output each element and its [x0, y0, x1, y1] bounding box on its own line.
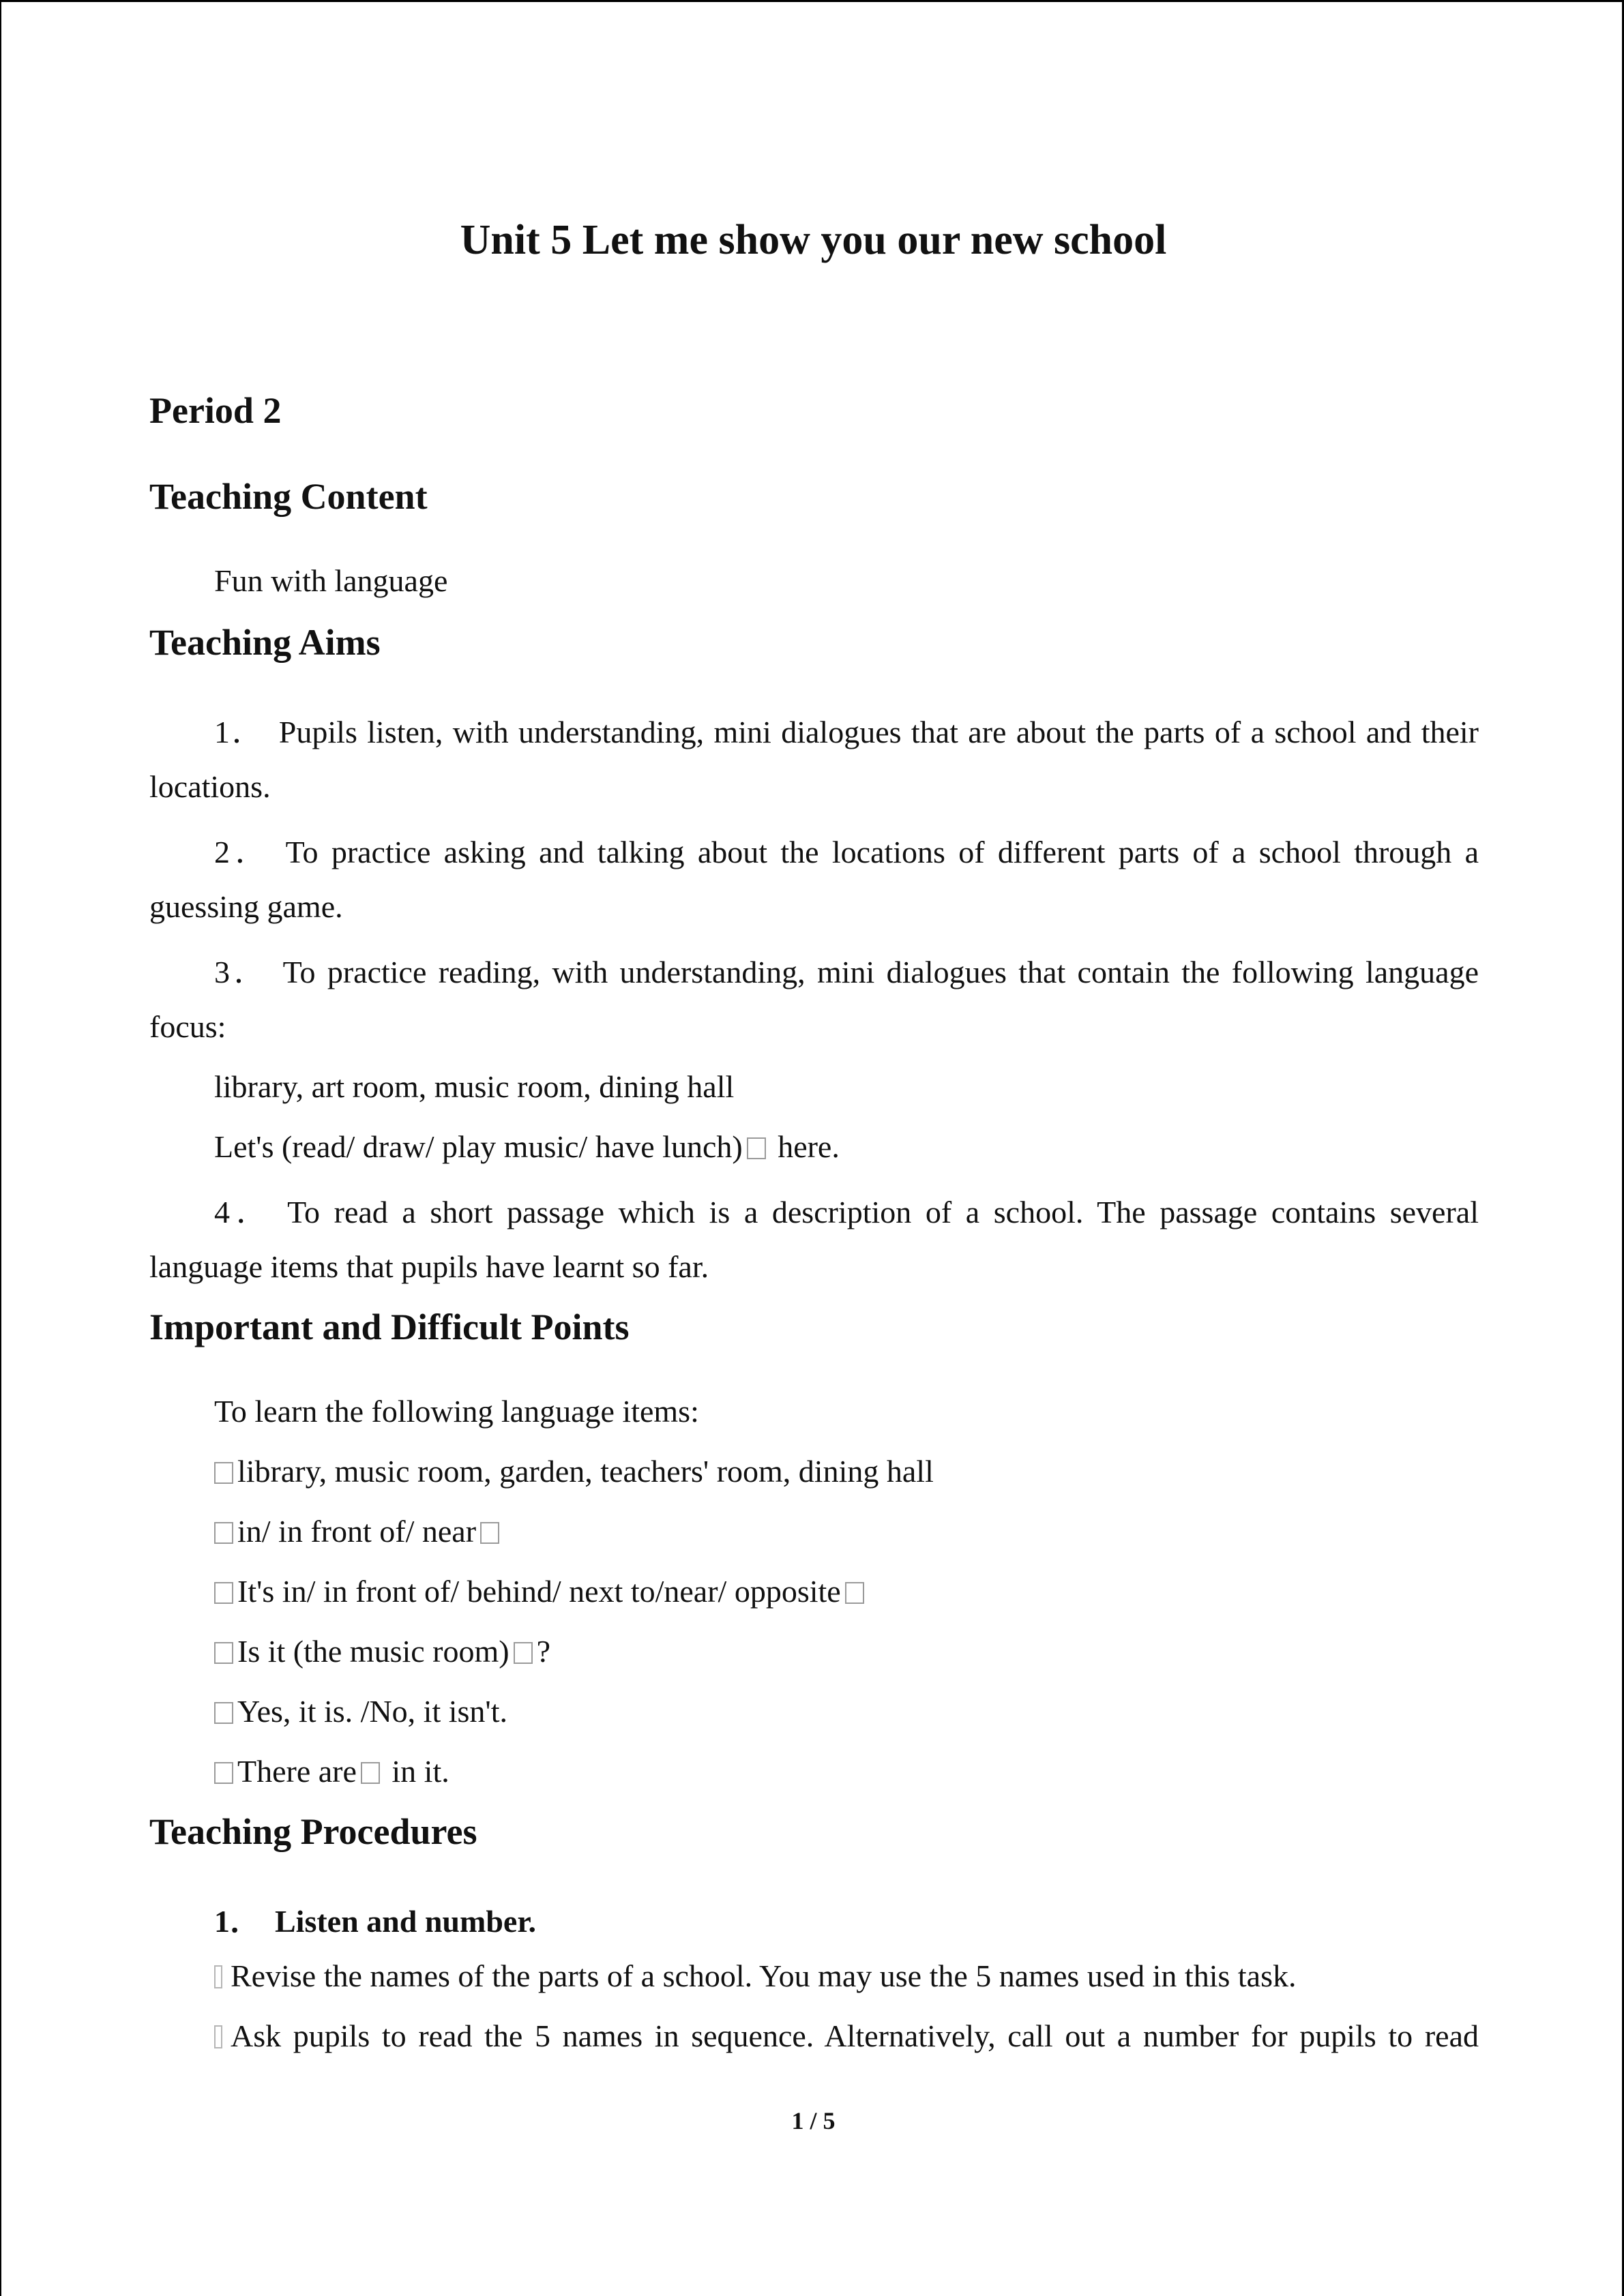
procedure-step-1-number: 1． [214, 1904, 261, 1939]
aim-1-line-1 [214, 707, 1479, 752]
teaching-aims-heading: Teaching Aims [149, 622, 381, 663]
placeholder-box-icon [214, 1642, 233, 1664]
teaching-procedures-heading: Teaching Procedures [149, 1811, 477, 1852]
aim-4-line-2: language items that pupils have learnt so far. [149, 1249, 709, 1284]
aim-4-line-1 [214, 1187, 1479, 1232]
language-item-end: in it. [383, 1754, 449, 1789]
procedure-bullet [214, 1958, 1296, 1994]
important-points-heading: Important and Difficult Points [149, 1307, 630, 1347]
placeholder-box-icon [514, 1642, 533, 1664]
procedure-bullet-text: Revise the names of the parts of a school. You may use the 5 names used in this task. [231, 1958, 1297, 1993]
language-item-text: Yes, it is. /No, it isn't. [237, 1694, 507, 1729]
placeholder-box-icon [214, 1702, 233, 1724]
focus-sentence-text: Let's (read/ draw/ play music/ have lunch) [214, 1129, 743, 1164]
placeholder-box-icon [214, 1582, 233, 1604]
placeholder-box-icon [845, 1582, 864, 1604]
aim-1-number: 1． [214, 715, 265, 749]
language-item [214, 1513, 503, 1549]
placeholder-box-icon [480, 1522, 499, 1544]
aim-3-text: To practice reading, with understanding, mini dialogues that contain the following language [282, 955, 1479, 989]
aim-3-line-1 [214, 947, 1479, 992]
language-item-end: ? [536, 1634, 551, 1669]
language-item [214, 1633, 550, 1669]
placeholder-box-icon [214, 1522, 233, 1544]
procedure-bullet [214, 2018, 1479, 2054]
language-item-text: There are [237, 1754, 357, 1789]
teaching-content-heading: Teaching Content [149, 476, 428, 517]
teaching-content-text: Fun with language [214, 563, 448, 598]
procedure-bullet-text: Ask pupils to read the 5 names in sequence. Alternatively, call out a number for pupils to read [231, 2018, 1479, 2053]
aim-1-text: Pupils listen, with understanding, mini dialogues that are about the parts of a school and their [278, 715, 1479, 749]
language-item [214, 1573, 868, 1609]
focus-sentence [214, 1129, 840, 1165]
important-points-intro: To learn the following language items: [214, 1394, 699, 1429]
language-item-text: It's in/ in front of/ behind/ next to/near/ opposite [237, 1574, 841, 1609]
language-item-text: library, music room, garden, teachers' room, dining hall [237, 1454, 934, 1489]
language-item [214, 1693, 507, 1729]
aim-2-text: To practice asking and talking about the locations of different parts of a school through a [285, 835, 1479, 869]
placeholder-box-icon [361, 1762, 380, 1784]
aim-2-line-2: guessing game. [149, 889, 343, 924]
bullet-icon [214, 2025, 222, 2048]
focus-sentence-end: here. [769, 1129, 840, 1164]
document-title: Unit 5 Let me show you our new school [460, 217, 1167, 263]
placeholder-box-icon [214, 1762, 233, 1784]
aim-2-number: 2． [214, 835, 272, 869]
placeholder-box-icon [747, 1137, 766, 1159]
language-item [214, 1453, 934, 1489]
aim-3-line-2: focus: [149, 1009, 226, 1044]
period-heading: Period 2 [149, 390, 282, 431]
language-item-text: Is it (the music room) [237, 1634, 510, 1669]
aim-1-line-2: locations. [149, 769, 271, 804]
aim-2-line-1 [214, 827, 1479, 872]
page-number: 1 / 5 [791, 2107, 836, 2134]
focus-words: library, art room, music room, dining hall [214, 1069, 735, 1104]
procedure-step-1-title: Listen and number. [275, 1904, 537, 1939]
aim-4-number: 4． [214, 1195, 274, 1229]
bullet-icon [214, 1965, 222, 1988]
aim-4-text: To read a short passage which is a description of a school. The passage contains several [287, 1195, 1479, 1229]
aim-3-number: 3． [214, 955, 269, 989]
placeholder-box-icon [214, 1462, 233, 1484]
language-item-text: in/ in front of/ near [237, 1514, 477, 1549]
procedure-step-1 [214, 1896, 536, 1941]
language-item [214, 1753, 449, 1789]
